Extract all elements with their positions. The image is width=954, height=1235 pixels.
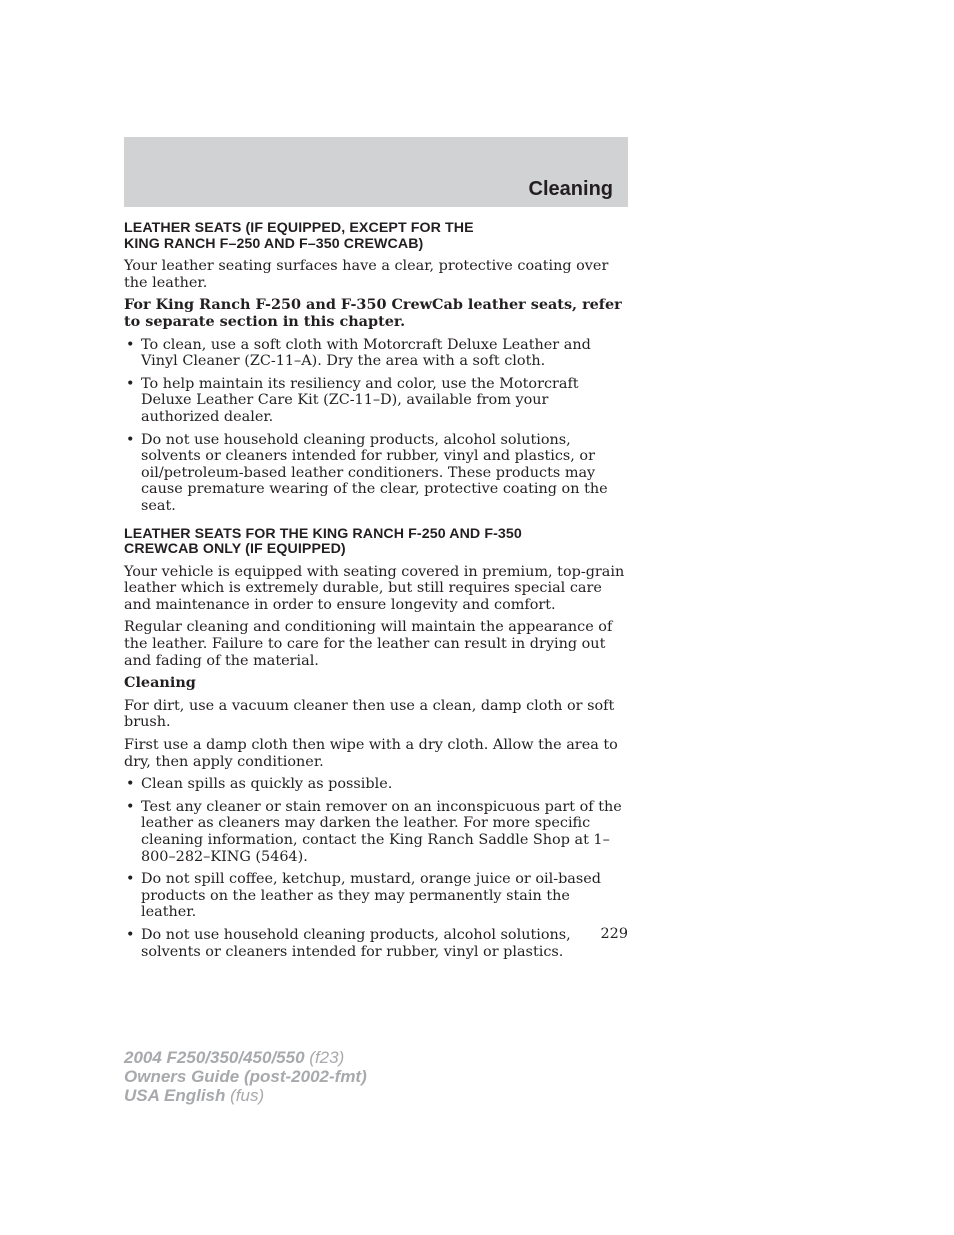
premium-leather-paragraph: Your vehicle is equipped with seating covered in premium, top-grain leather which is extremely durable, but still requires special care and maintenance in order to ensure longevity and comfort. [124, 563, 625, 613]
bullet-icon: • [126, 776, 135, 793]
page-number: 229 [600, 926, 628, 942]
bullet-icon: • [126, 798, 135, 815]
conditioning-paragraph: Regular cleaning and conditioning will maintain the appearance of the leather. Failure to care for the leather can result in drying out and fading of the material. [124, 619, 613, 669]
chapter-title: Cleaning [528, 178, 613, 200]
section-heading-line: CREWCAB ONLY (IF EQUIPPED) [124, 541, 346, 558]
bullet-icon: • [126, 871, 135, 888]
list-item [124, 376, 628, 426]
footer-line-language [124, 1086, 367, 1105]
list-item [124, 337, 628, 370]
footer-line-model [124, 1048, 367, 1067]
cleaning-subheading: Cleaning [124, 674, 196, 692]
damp-cloth-paragraph: First use a damp cloth then wipe with a dry cloth. Allow the area to dry, then apply conditioner. [124, 737, 618, 770]
footer-line-guide: Owners Guide (post-2002-fmt) [124, 1067, 367, 1086]
list-item [124, 776, 628, 793]
bullet-icon: • [126, 375, 135, 392]
section-heading-line: LEATHER SEATS FOR THE KING RANCH F-250 AND F-350 [124, 525, 522, 542]
leather-intro-paragraph: Your leather seating surfaces have a clear, protective coating over the leather. [124, 258, 609, 291]
bullet-icon: • [126, 431, 135, 448]
list-item-text: Clean spills as quickly as possible. [141, 776, 393, 793]
list-item-text: To help maintain its resiliency and color, use the Motorcraft Deluxe Leather Care Kit (ZC-11–D), available from your authorized dealer. [141, 375, 579, 425]
section-heading-line: KING RANCH F–250 AND F–350 CREWCAB) [124, 235, 424, 252]
list-item-text: Do not use household cleaning products, alcohol solutions, solvents or cleaners intended for rubber, vinyl or plastics. [141, 926, 571, 960]
list-item [124, 432, 628, 515]
document-footer [124, 1048, 367, 1105]
footer-language-code: (fus) [230, 1086, 265, 1105]
king-ranch-note: For King Ranch F-250 and F-350 CrewCab leather seats, refer to separate section in this chapter. [124, 296, 622, 330]
list-item [124, 927, 628, 960]
bullet-icon: • [126, 926, 135, 943]
page-content [124, 221, 628, 966]
bullet-icon: • [126, 336, 135, 353]
chapter-header-band [124, 137, 628, 207]
section-heading-line: LEATHER SEATS (IF EQUIPPED, EXCEPT FOR THE [124, 220, 474, 236]
dirt-paragraph: For dirt, use a vacuum cleaner then use a clean, damp cloth or soft brush. [124, 697, 615, 731]
list-item-text: To clean, use a soft cloth with Motorcraft Deluxe Leather and Vinyl Cleaner (ZC-11–A). Dry the area with a soft cloth. [141, 336, 591, 370]
list-item-text: Test any cleaner or stain remover on an inconspicuous part of the leather as cleaners may darken the leather. For more specific cleaning information, contact the King Ranch Saddle Shop at 1–800–282–KING (5464). [141, 798, 622, 865]
list-item-text: Do not spill coffee, ketchup, mustard, orange juice or oil-based products on the leather as they may permanently stain the leather. [141, 871, 601, 921]
footer-model-code: (f23) [309, 1048, 345, 1067]
footer-model-text: 2004 F250/350/450/550 [124, 1048, 305, 1067]
leather-care-list [124, 337, 628, 515]
footer-language-text: USA English [124, 1086, 226, 1105]
king-ranch-care-list [124, 776, 628, 960]
section-heading-king-ranch [124, 527, 628, 558]
section-heading-leather-seats [124, 221, 628, 252]
list-item [124, 799, 628, 865]
list-item [124, 871, 628, 921]
list-item-text: Do not use household cleaning products, alcohol solutions, solvents or cleaners intended for rubber, vinyl and plastics, or oil/petroleum-based leather conditioners. These products may cause premature wearing of the clear, protective coating on the seat. [141, 431, 608, 514]
